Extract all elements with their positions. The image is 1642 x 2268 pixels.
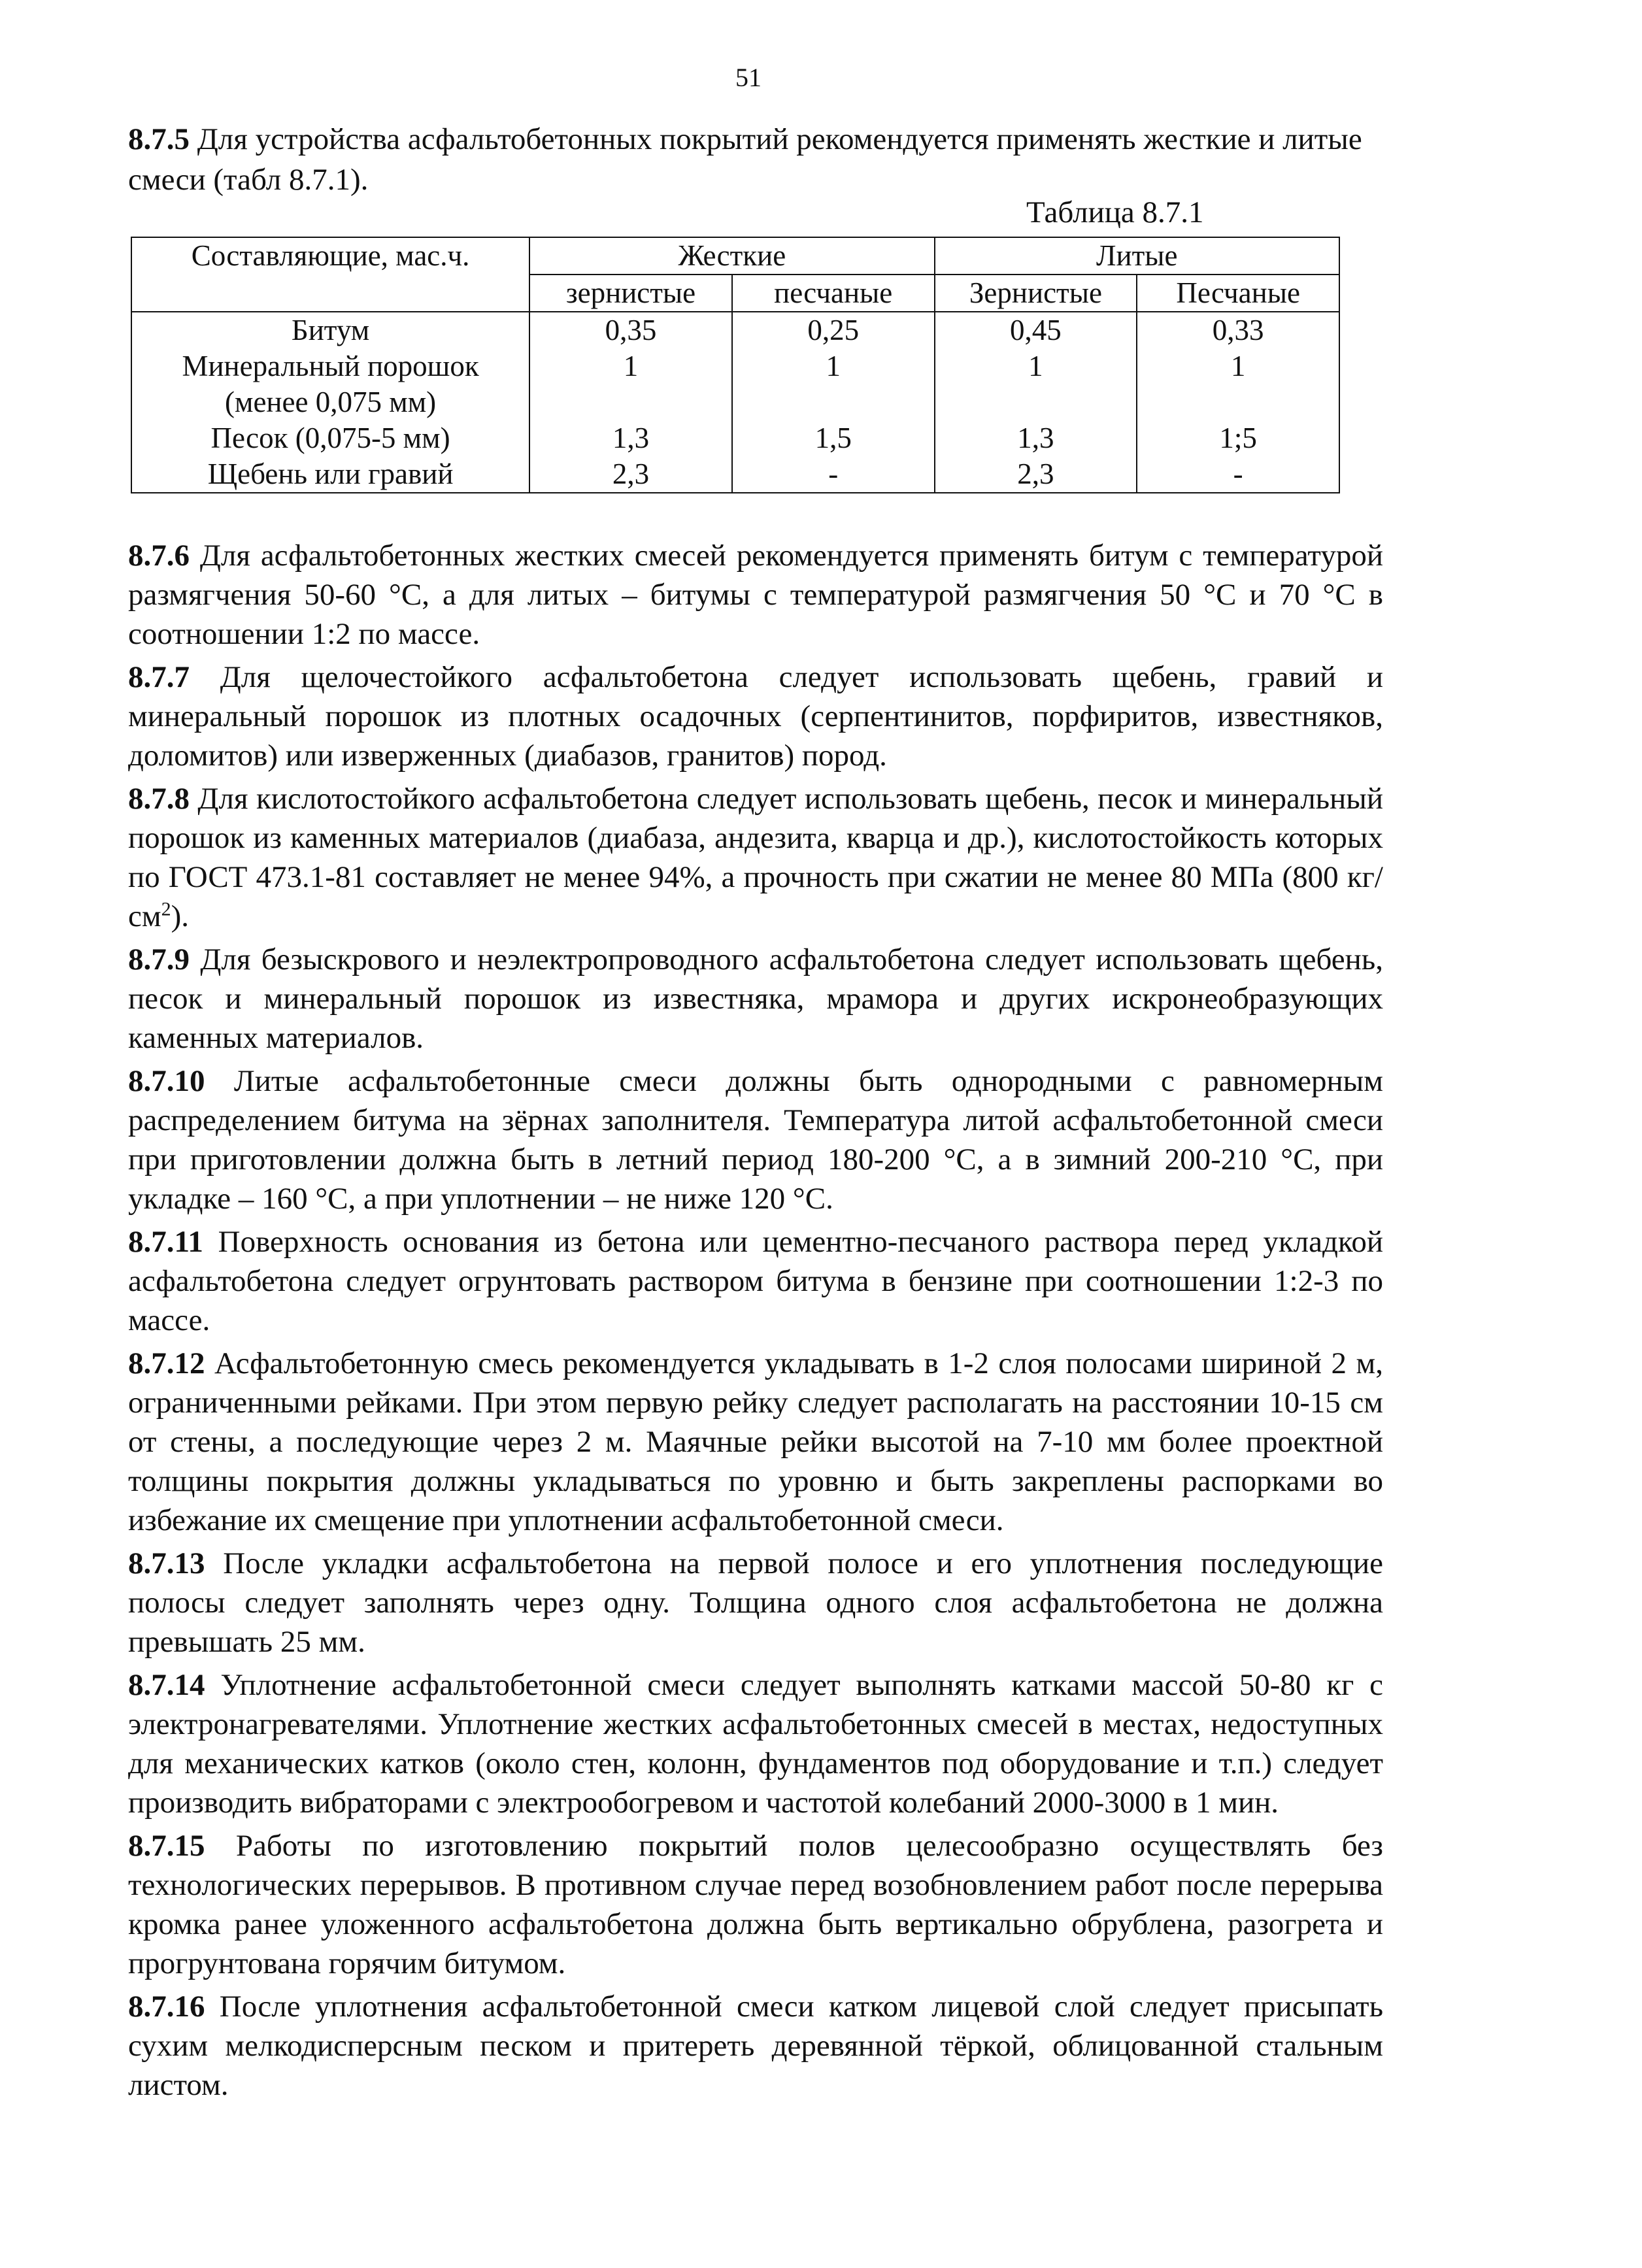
table-cell [1137, 384, 1339, 420]
table-row [131, 456, 1339, 493]
table-row [131, 312, 1339, 348]
table-cell: 0,45 [935, 312, 1137, 348]
table-cell: 2,3 [935, 456, 1137, 493]
paragraph-8-7-7 [128, 658, 1383, 775]
paragraph-text: Для щелочестойкого асфальтобетона следует использовать щебень, гравий и минеральный порошок из плотных осадочных (серпентинитов, порфиритов, известняков, доломитов) или изверженных (диабазов, гранитов) пород. [128, 660, 1383, 773]
paragraph-text: Для устройства асфальтобетонных покрытий рекомендуется применять жесткие и литые смеси (табл 8.7.1). [128, 122, 1362, 197]
paragraph-text: После укладки асфальтобетона на первой полосе и его уплотнения последующие полосы следует заполнять через одну. Толщина одного слоя асфальтобетона не должна превышать 25 мм. [128, 1546, 1383, 1659]
table-cell: 0,33 [1137, 312, 1339, 348]
paragraph-number: 8.7.6 [128, 539, 190, 573]
paragraph-number: 8.7.10 [128, 1064, 205, 1098]
paragraph-text: Литые асфальтобетонные смеси должны быть однородными с равномерным распределением битума на зёрнах заполнителя. Температура литой асфальтобетонной смеси при приготовлении должна быть в летний период 180-200 °С, а в зимний 200-210 °С, при укладке – 160 °С, а при уплотнении – не ниже 120 °С. [128, 1064, 1384, 1216]
composition-table [131, 237, 1340, 493]
paragraph-text: Для асфальтобетонных жестких смесей рекомендуется применять битум с температурой размягчения 50-60 °С, а для литых – битумы с температурой размягчения 50 °С и 70 °С в соотношении 1:2 по массе. [128, 539, 1383, 651]
table-header-row [131, 237, 1339, 275]
paragraph-text: После уплотнения асфальтобетонной смеси катком лицевой слой следует присыпать сухим мелкодисперсным песком и притереть деревянной тёркой, облицованной стальным листом. [128, 1990, 1384, 2102]
subheader-granular-rigid: зернистые [529, 275, 732, 312]
table-cell [529, 384, 732, 420]
paragraph-number: 8.7.14 [128, 1668, 205, 1702]
table-cell: 1,3 [529, 420, 732, 456]
table-cell: 1,5 [732, 420, 935, 456]
table-cell: 1 [732, 348, 935, 384]
table-cell [935, 384, 1137, 420]
subheader-sandy-cast: Песчаные [1137, 275, 1339, 312]
row-label: Битум [131, 312, 529, 348]
paragraph-tail: ). [171, 899, 190, 933]
paragraph-number: 8.7.12 [128, 1346, 205, 1380]
paragraph-number: 8.7.16 [128, 1990, 205, 2024]
paragraph-8-7-11 [128, 1222, 1383, 1340]
table-caption: Таблица 8.7.1 [1026, 195, 1204, 229]
paragraph-8-7-6 [128, 536, 1383, 654]
page-number: 51 [735, 63, 762, 92]
superscript: 2 [161, 898, 171, 920]
table-cell: - [1137, 456, 1339, 493]
table-cell: 0,35 [529, 312, 732, 348]
paragraph-8-7-16 [128, 1987, 1383, 2105]
table-cell: 1,3 [935, 420, 1137, 456]
table-cell: - [732, 456, 935, 493]
paragraph-text: Для кислотостойкого асфальтобетона следует использовать щебень, песок и минеральный порошок из каменных материалов (диабаза, андезита, кварца и др.), кислотостойкость которых по ГОСТ 473.1-81 составляет не менее 94%, а прочность при сжатии не менее 80 МПа (800 кг/см [128, 782, 1383, 933]
paragraph-text: Работы по изготовлению покрытий полов целесообразно осуществлять без технологических перерывов. В противном случае перед возобновлением работ после перерыва кромка ранее уложенного асфальтобетона должна быть вертикально обрублена, разогрета и прогрунтована горячим битумом. [128, 1829, 1383, 1980]
paragraph-8-7-14 [128, 1665, 1383, 1822]
table-cell: 1 [1137, 348, 1339, 384]
paragraph-text: Для безыскрового и неэлектропроводного асфальтобетона следует использовать щебень, песок и минеральный порошок из известняка, мрамора и других искронеобразующих каменных материалов. [128, 942, 1383, 1055]
row-label: (менее 0,075 мм) [131, 384, 529, 420]
paragraph-number: 8.7.11 [128, 1225, 203, 1259]
row-label: Песок (0,075-5 мм) [131, 420, 529, 456]
paragraph-8-7-13 [128, 1544, 1383, 1661]
row-label: Щебень или гравий [131, 456, 529, 493]
subheader-granular-cast: Зернистые [935, 275, 1137, 312]
table-cell [732, 384, 935, 420]
paragraph-8-7-5 [128, 119, 1383, 200]
paragraph-8-7-10 [128, 1061, 1383, 1218]
paragraph-8-7-8 [128, 779, 1383, 936]
table-row [131, 384, 1339, 420]
paragraph-number: 8.7.13 [128, 1546, 205, 1580]
row-label: Минеральный порошок [131, 348, 529, 384]
paragraph-number: 8.7.8 [128, 782, 190, 816]
header-components: Составляющие, мас.ч. [131, 237, 529, 312]
table-row [131, 420, 1339, 456]
subheader-sandy-rigid: песчаные [732, 275, 935, 312]
paragraph-number: 8.7.15 [128, 1829, 205, 1863]
document-body [128, 536, 1383, 2109]
table-row [131, 348, 1339, 384]
paragraph-8-7-12 [128, 1344, 1383, 1540]
table-cell: 2,3 [529, 456, 732, 493]
paragraph-8-7-9 [128, 940, 1383, 1058]
paragraph-text: Поверхность основания из бетона или цементно-песчаного раствора перед укладкой асфальтобетона следует огрунтовать раствором битума в бензине при соотношении 1:2-3 по массе. [128, 1225, 1383, 1337]
paragraph-text: Уплотнение асфальтобетонной смеси следует выполнять катками массой 50-80 кг с электронагревателями. Уплотнение жестких асфальтобетонных смесей в местах, недоступных для механических катков (около стен, колонн, фундаментов под оборудование и т.п.) следует производить вибраторами с электрообогревом и частотой колебаний 2000-3000 в 1 мин. [128, 1668, 1383, 1820]
table-cell: 0,25 [732, 312, 935, 348]
paragraph-text: Асфальтобетонную смесь рекомендуется укладывать в 1-2 слоя полосами шириной 2 м, ограниченными рейками. При этом первую рейку следует располагать на расстоянии 10-15 см от стены, а последующие через 2 м. Маячные рейки высотой на 7-10 мм более проектной толщины покрытия должны укладываться по уровню и быть закреплены распорками во избежание их смещение при уплотнении асфальтобетонной смеси. [128, 1346, 1383, 1537]
paragraph-8-7-15 [128, 1826, 1383, 1983]
table-cell: 1;5 [1137, 420, 1339, 456]
header-group-cast: Литые [935, 237, 1339, 275]
table-cell: 1 [529, 348, 732, 384]
paragraph-number: 8.7.9 [128, 942, 190, 976]
paragraph-number: 8.7.7 [128, 660, 190, 694]
table-cell: 1 [935, 348, 1137, 384]
header-group-rigid: Жесткие [529, 237, 934, 275]
paragraph-number: 8.7.5 [128, 122, 190, 156]
